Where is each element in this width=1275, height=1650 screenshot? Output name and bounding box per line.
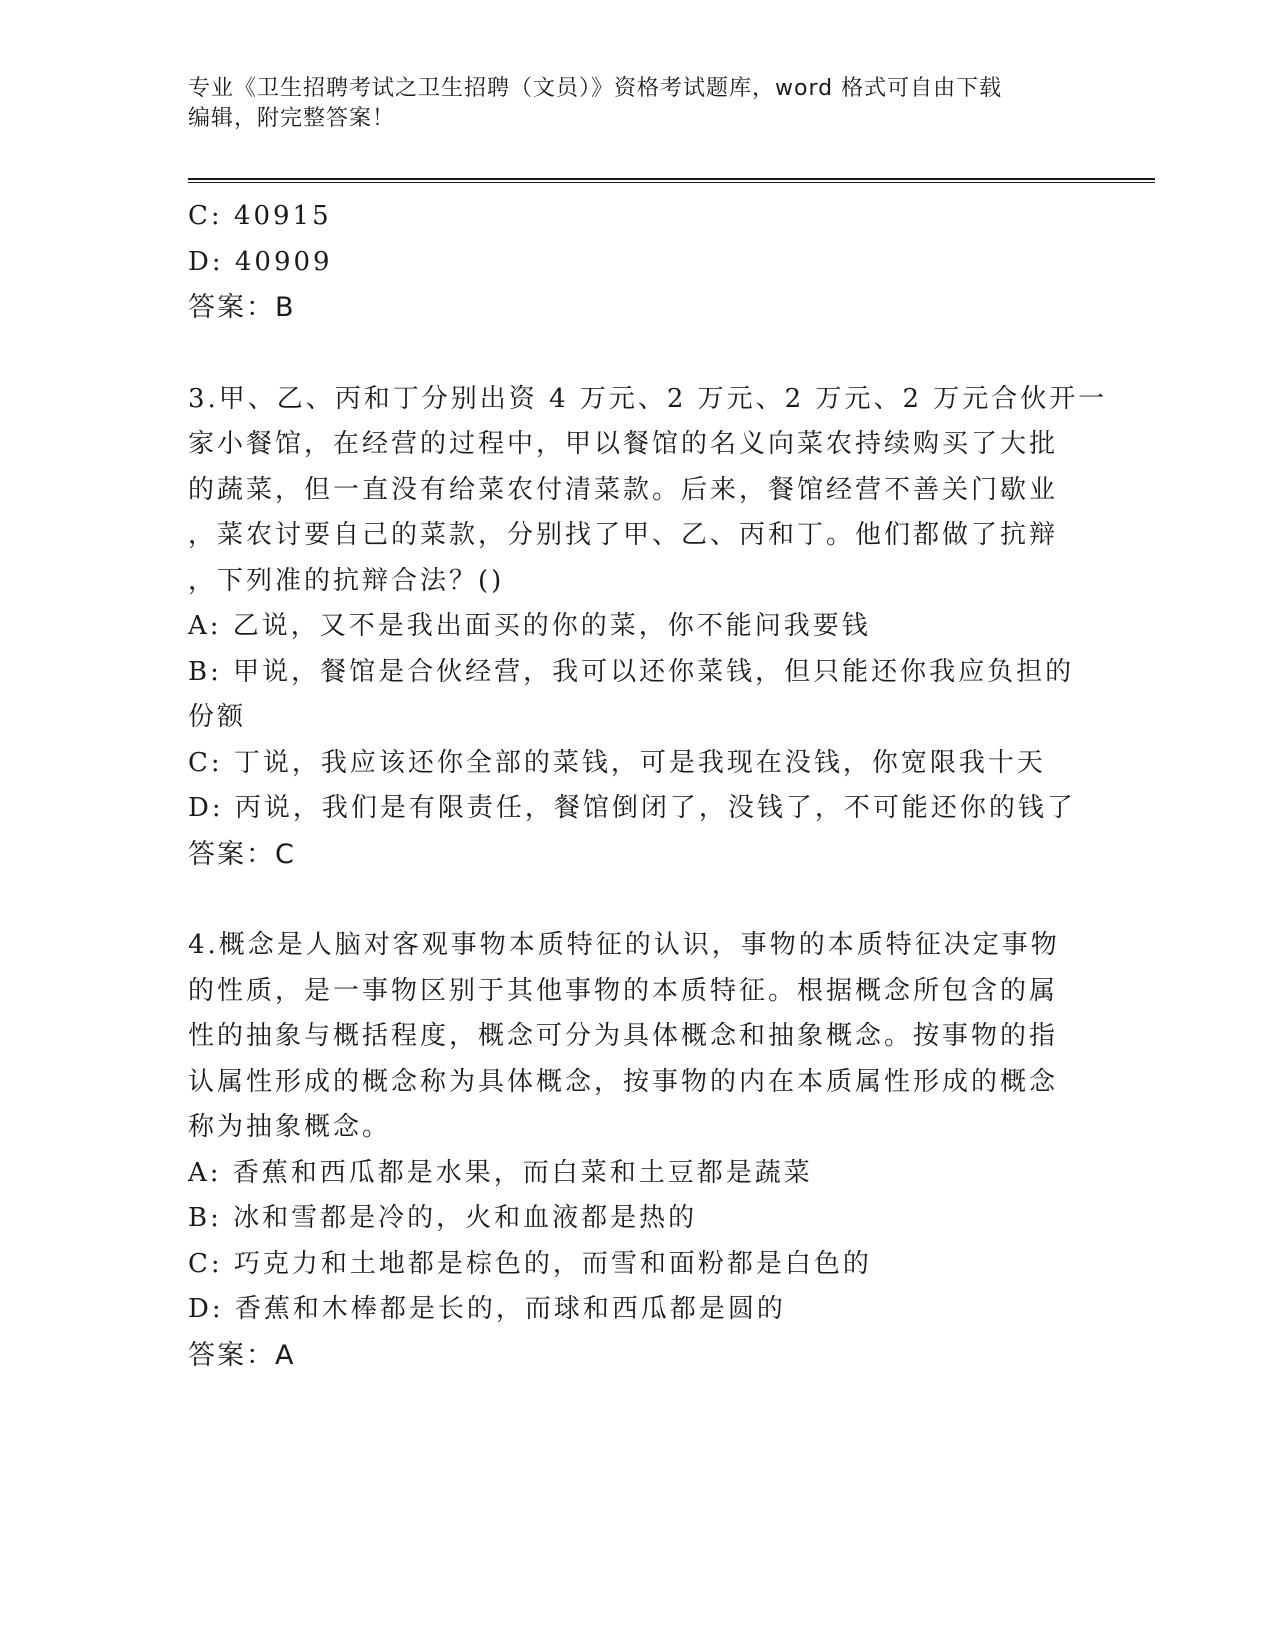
q4-stem-line: 的性质，是一事物区别于其他事物的本质特征。根据概念所包含的属 [188, 975, 1059, 1006]
q3-option-b: B: 甲说，餐馆是合伙经营，我可以还你菜钱，但只能还你我应负担的 [188, 656, 1075, 687]
question-content [188, 194, 1108, 1378]
question-4 [188, 923, 1068, 1378]
document-header [188, 74, 1068, 134]
q3-option-a: A: 乙说，又不是我出面买的你的菜，你不能问我要钱 [188, 611, 871, 641]
q2-answer: 答案：B [188, 292, 296, 323]
q4-answer: 答案：A [188, 1339, 296, 1371]
q3-stem-line: 的蔬菜，但一直没有给菜农付清菜款。后来，餐馆经营不善关门歇业 [188, 474, 1059, 505]
q4-stem-line: 4.概念是人脑对客观事物本质特征的认识，事物的本质特征决定事物 [188, 930, 1060, 960]
spacer [188, 877, 1068, 923]
q4-stem-line: 认属性形成的概念称为具体概念，按事物的内在本质属性形成的概念 [188, 1066, 1059, 1097]
q4-option-c: C: 巧克力和土地都是棕色的，而雪和面粉都是白色的 [188, 1248, 872, 1279]
header-line-2: 编辑，附完整答案！ [188, 106, 396, 131]
question-3 [188, 377, 1108, 878]
q2-option-d: D: 40909 [188, 246, 333, 277]
q3-stem-line: 家小餐馆，在经营的过程中，甲以餐馆的名义向菜农持续购买了大批 [188, 429, 1059, 459]
q4-stem-line: 性的抽象与概括程度，概念可分为具体概念和抽象概念。按事物的指 [188, 1021, 1059, 1051]
header-divider-thick [188, 178, 1155, 180]
q3-stem-line: ，菜农讨要自己的菜款，分别找了甲、乙、丙和丁。他们都做了抗辩 [188, 520, 1059, 550]
q4-option-a: A: 香蕉和西瓜都是水果，而白菜和土豆都是蔬菜 [188, 1157, 813, 1188]
question-2-tail [188, 194, 1068, 331]
q3-option-b-cont: 份额 [188, 702, 247, 732]
q3-stem-line: ，下列准的抗辩合法？() [188, 565, 505, 596]
header-line-1: 专业《卫生招聘考试之卫生招聘（文员）》资格考试题库，word 格式可自由下载 [188, 76, 1003, 101]
header-divider-thin [188, 182, 1155, 183]
q3-answer: 答案：C [188, 838, 296, 870]
q2-option-c: C: 40915 [188, 201, 332, 231]
q3-stem-line: 3.甲、乙、丙和丁分别出资 4 万元、2 万元、2 万元、2 万元合伙开一 [188, 383, 1108, 414]
q3-option-c: C: 丁说，我应该还你全部的菜钱，可是我现在没钱，你宽限我十天 [188, 747, 1046, 778]
q4-option-d: D: 香蕉和木棒都是长的，而球和西瓜都是圆的 [188, 1294, 786, 1324]
spacer [188, 331, 1068, 377]
q3-option-d: D: 丙说，我们是有限责任，餐馆倒闭了，没钱了，不可能还你的钱了 [188, 793, 1076, 823]
q4-option-b: B: 冰和雪都是冷的，火和血液都是热的 [188, 1203, 698, 1233]
q4-stem-line: 称为抽象概念。 [188, 1112, 392, 1142]
